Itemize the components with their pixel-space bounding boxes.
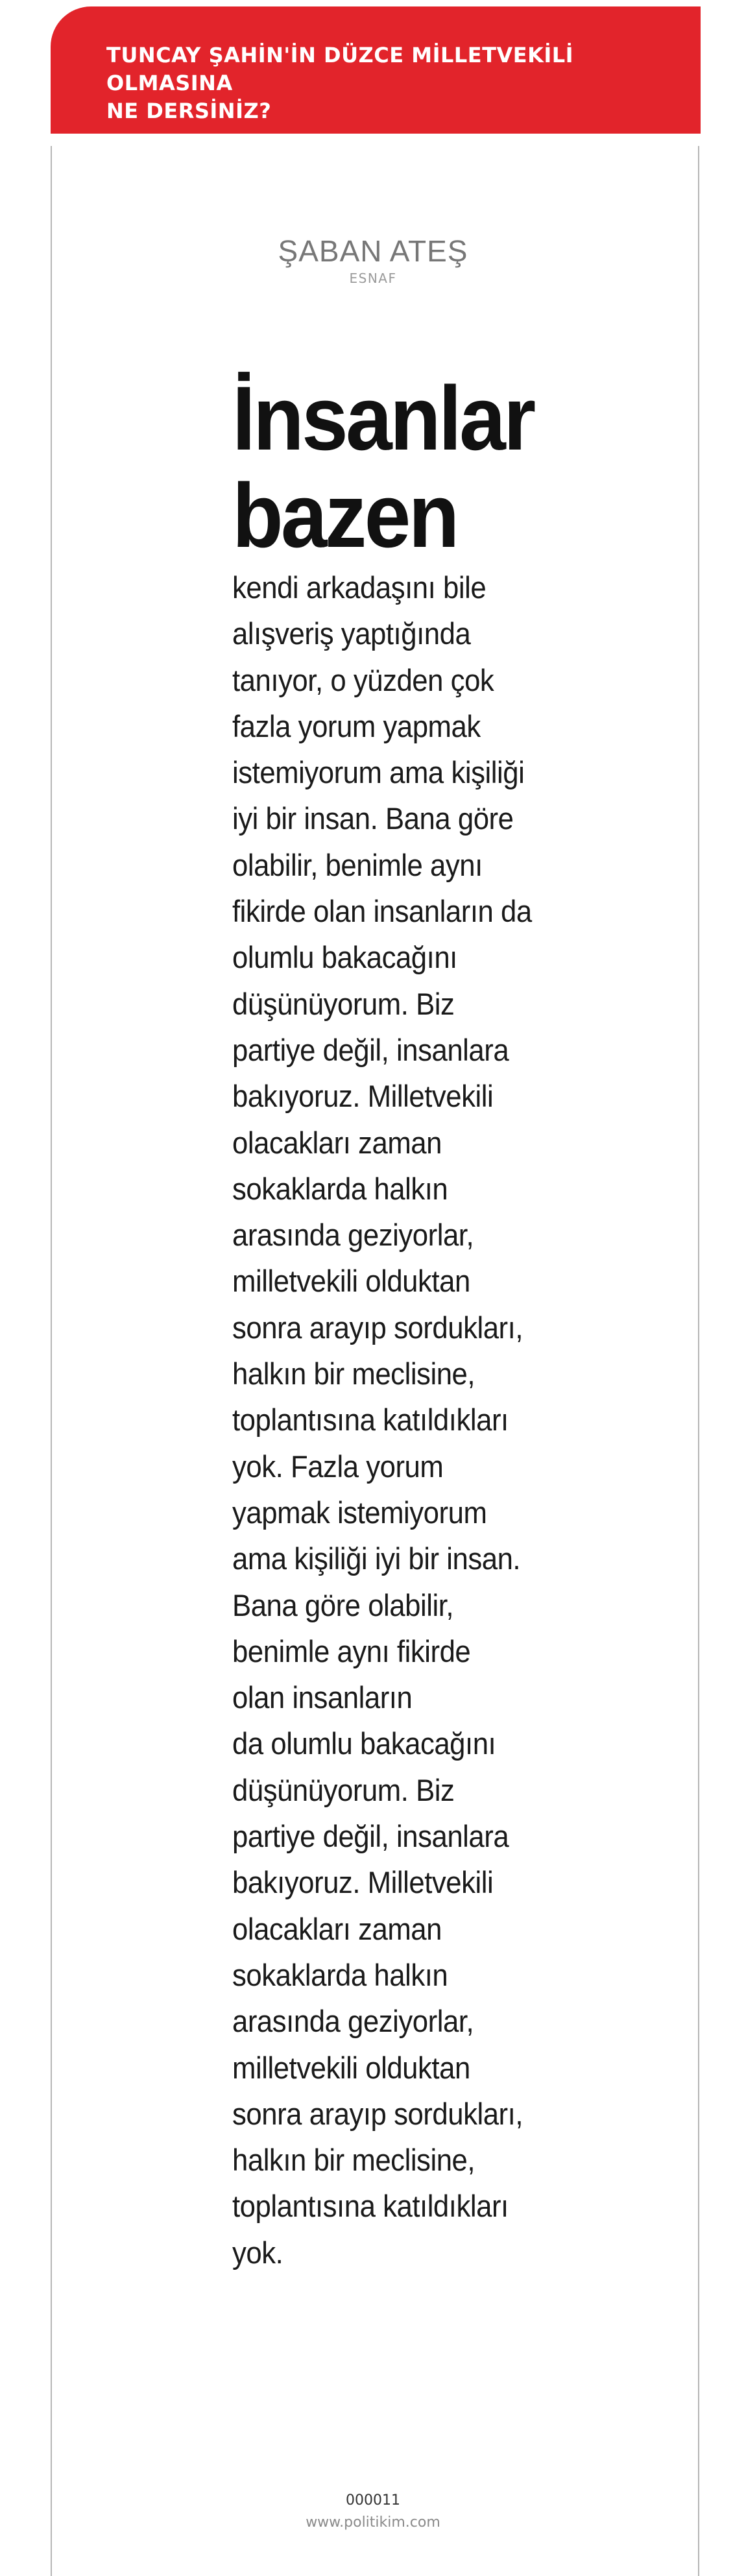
article-body-line: olacakları zaman [232,1125,442,1160]
article-body-line: toplantısına katıldıkları [232,1402,509,1438]
article-body-line: olacakları zaman [232,1911,442,1946]
article-body [232,564,532,2276]
banner-title-line-1: TUNCAY ŞAHİN'İN DÜZCE MİLLETVEKİLİ OLMASINA [106,43,574,96]
article-body-line: düşünüyorum. Biz [232,1772,455,1807]
author-name: ŞABAN ATEŞ [278,234,468,268]
article-body-line: bakıyoruz. Milletvekili [232,1865,494,1900]
article-body-line: tanıyor, o yüzden çok [232,662,494,697]
article-body-line: milletvekili olduktan [232,1264,470,1299]
article-body-line: bakıyoruz. Milletvekili [232,1079,494,1114]
article-body-line: iyi bir insan. Bana göre [232,801,514,836]
article-body-line: da olumlu bakacağını [232,1726,496,1761]
page-number: 000011 [346,2492,400,2509]
page-footer [0,2490,746,2534]
article-body-line: olan insanların [232,1680,413,1715]
article-headline [232,367,534,566]
article-body-line: olabilir, benimle aynı [232,847,483,882]
article-body-line: fikirde olan insanların da [232,894,532,929]
author-byline [0,235,746,286]
article-body-line: olumlu bakacağını [232,940,457,975]
article-body-line: istemiyorum ama kişiliği [232,755,525,790]
article [232,367,537,2276]
article-body-line: sokaklarda halkın [232,1171,448,1206]
article-body-line: halkın bir meclisine, [232,1356,475,1391]
article-body-line: sokaklarda halkın [232,1957,448,1992]
left-frame-divider [51,146,52,2576]
article-body-line: sonra arayıp sordukları, [232,2096,523,2131]
article-body-line: milletvekili olduktan [232,2050,470,2085]
article-body-line: arasında geziyorlar, [232,2004,474,2039]
article-body-line: partiye değil, insanlara [232,1819,509,1854]
page-banner [51,6,701,134]
article-body-line: kendi arkadaşını bile [232,570,487,605]
article-body-line: alışveriş yaptığında [232,616,471,651]
right-frame-divider [698,146,699,2576]
banner-title [106,42,677,126]
article-body-line: arasında geziyorlar, [232,1218,474,1253]
banner-title-line-2: NE DERSİNİZ? [106,99,272,124]
article-body-line: sonra arayıp sordukları, [232,1310,523,1345]
article-body-line: benimle aynı fikirde [232,1633,471,1668]
article-body-line: ama kişiliği iyi bir insan. [232,1541,521,1576]
headline-line: bazen [232,464,457,566]
article-body-line: Bana göre olabilir, [232,1587,454,1622]
article-body-line: halkın bir meclisine, [232,2143,475,2178]
author-role: ESNAF [349,270,397,286]
headline-line: İnsanlar [232,367,534,469]
article-body-line: fazla yorum yapmak [232,708,481,743]
website-url: www.politikim.com [306,2514,440,2531]
article-body-line: yok. Fazla yorum [232,1449,444,1484]
article-body-line: yapmak istemiyorum [232,1495,487,1530]
article-body-line: düşünüyorum. Biz [232,986,455,1021]
article-body-line: toplantısına katıldıkları [232,2189,509,2224]
article-body-line: yok. [232,2235,283,2270]
article-body-line: partiye değil, insanlara [232,1032,509,1067]
